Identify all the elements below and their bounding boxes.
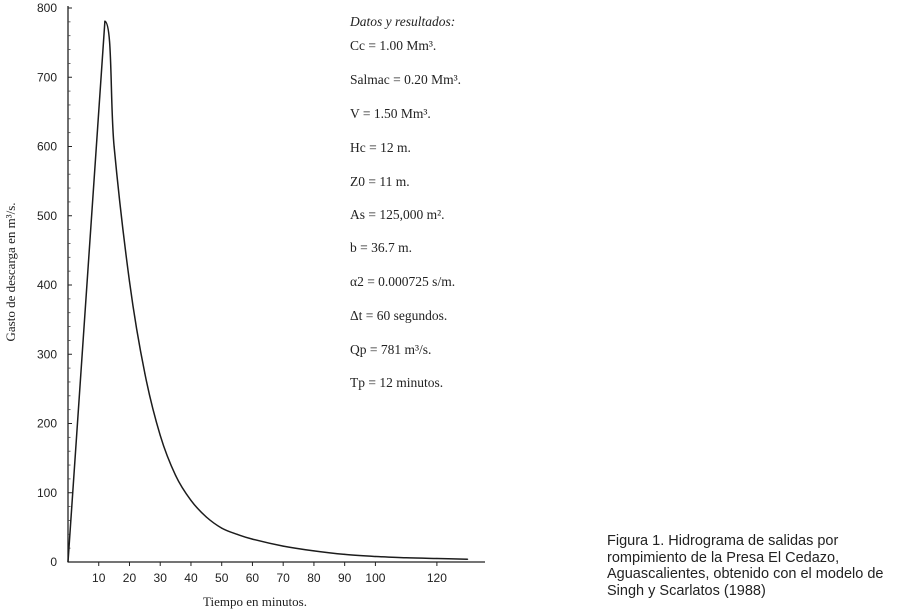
y-axis-title: Gasto de descarga en m³/s. — [3, 202, 18, 342]
y-tick-label: 100 — [36, 485, 57, 500]
data-point — [175, 475, 176, 476]
y-tick-label: 200 — [36, 416, 57, 431]
y-tick-label: 500 — [36, 208, 57, 223]
data-point — [344, 554, 345, 555]
x-tick-label: 60 — [245, 571, 260, 585]
data-point — [221, 528, 222, 529]
x-tick-label: 90 — [337, 571, 352, 585]
x-tick-label: 20 — [122, 571, 137, 585]
data-point — [283, 546, 284, 547]
annotation-qp: Qp = 781 m³/s. — [350, 342, 432, 357]
data-point — [406, 557, 407, 558]
annotation-salmac: Salmac = 0.20 Mm³. — [350, 72, 462, 87]
data-point — [206, 516, 207, 517]
x-tick-label: 10 — [92, 571, 106, 585]
y-tick-label: 400 — [36, 278, 57, 292]
y-tick-label: 800 — [36, 1, 57, 15]
data-point — [375, 556, 376, 557]
annotation-tp: Tp = 12 minutos. — [350, 375, 444, 390]
data-point — [467, 559, 468, 560]
y-tick-label: 0 — [50, 555, 57, 569]
data-point — [67, 561, 68, 562]
annotation-z0: Z0 = 11 m. — [350, 174, 410, 189]
data-point — [436, 558, 437, 559]
data-point — [252, 539, 253, 540]
x-tick-label: 80 — [307, 571, 321, 585]
y-tick-label: 600 — [36, 139, 57, 154]
y-tick-label: 700 — [36, 70, 57, 85]
figure-caption: Figura 1. Hidrograma de salidas por rompimiento de la Presa El Cedazo, Aguascalientes, obtenido con el modelo de Singh y Scarlatos (1988) — [607, 533, 884, 599]
x-axis-title: Tiempo en minutos. — [203, 594, 307, 609]
data-point — [114, 146, 115, 147]
x-tick-label: 70 — [276, 571, 290, 585]
data-point — [313, 550, 314, 551]
x-tick-label: 120 — [426, 571, 447, 585]
annotation-heading: Datos y resultados: — [350, 14, 456, 29]
data-point — [237, 534, 238, 535]
annotation-volume: V = 1.50 Mm³. — [350, 106, 431, 121]
x-axis-ticks — [92, 562, 447, 585]
x-tick-label: 30 — [153, 571, 167, 585]
annotation-hc: Hc = 12 m. — [350, 140, 411, 155]
series-line — [68, 21, 468, 562]
data-point — [104, 21, 105, 22]
y-axis-ticks — [37, 1, 72, 569]
annotation-b: b = 36.7 m. — [350, 240, 412, 255]
annotation-cc: Cc = 1.00 Mm³. — [350, 38, 437, 53]
data-point — [160, 435, 161, 436]
x-tick-label: 100 — [365, 571, 386, 585]
annotation-alpha2: α2 = 0.000725 s/m. — [350, 274, 456, 289]
x-tick-label: 50 — [215, 571, 229, 585]
data-point — [129, 281, 130, 282]
x-tick-label: 40 — [184, 571, 198, 585]
series-layer — [67, 21, 468, 563]
data-point — [144, 373, 145, 374]
annotation-as: As = 125,000 m². — [350, 207, 445, 222]
data-point — [190, 500, 191, 501]
annotation-delta-t: Δt = 60 segundos. — [350, 308, 448, 323]
y-tick-label: 300 — [36, 347, 57, 362]
